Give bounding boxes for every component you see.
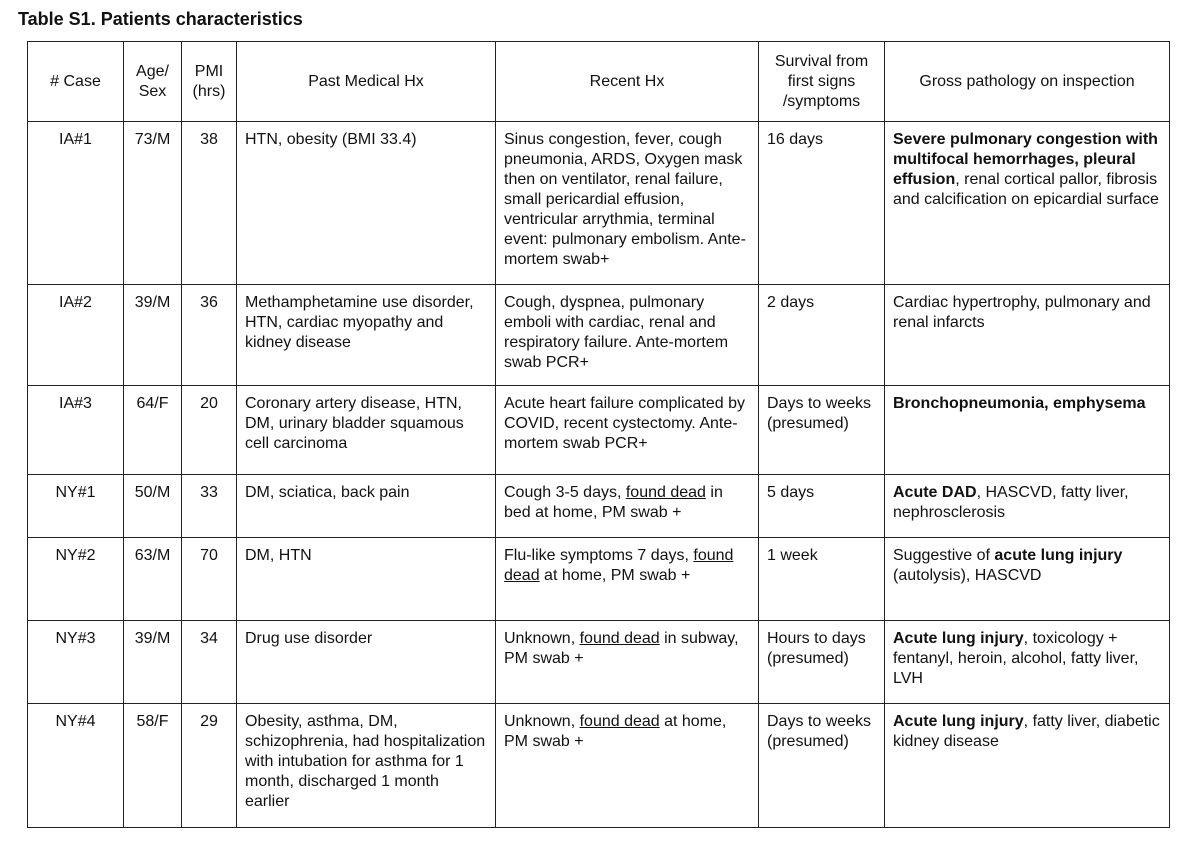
gross-pathology-cell: [885, 621, 1170, 704]
recent-hx-cell: [496, 538, 759, 621]
header-row: [28, 42, 1170, 122]
recent-segment: at home, PM swab +: [504, 713, 727, 750]
recent-segment: at home, PM swab +: [539, 567, 691, 584]
header-survival: [759, 42, 885, 122]
survival-cell: 1 week: [759, 538, 885, 621]
past-medical-cell: Drug use disorder: [237, 621, 496, 704]
pmi-cell: 34: [182, 621, 237, 704]
case-cell: NY#3: [28, 621, 124, 704]
recent-segment: in bed at home, PM swab +: [504, 484, 723, 521]
gross-segment: Severe pulmonary congestion with multifocal hemorrhages, pleural effusion: [893, 131, 1158, 188]
gross-segment: , fatty liver, diabetic kidney disease: [893, 713, 1160, 750]
recent-hx-cell: [496, 285, 759, 386]
age-sex-cell: 39/M: [124, 285, 182, 386]
past-medical-cell: Methamphetamine use disorder, HTN, cardiac myopathy and kidney disease: [237, 285, 496, 386]
recent-segment: found dead: [625, 484, 706, 501]
gross-segment: Acute lung injury: [893, 630, 1024, 647]
header-pmi-line2: (hrs): [192, 82, 226, 100]
survival-cell: Hours to days (presumed): [759, 621, 885, 704]
age-sex-cell: 64/F: [124, 386, 182, 475]
pmi-cell: 20: [182, 386, 237, 475]
age-sex-cell: 50/M: [124, 475, 182, 538]
header-age-line2: Sex: [138, 82, 167, 100]
gross-segment: (autolysis), HASCVD: [893, 567, 1042, 584]
header-pmh: Past Medical Hx: [237, 42, 496, 122]
recent-hx-cell: [496, 704, 759, 828]
gross-segment: Cardiac hypertrophy, pulmonary and renal infarcts: [893, 294, 1151, 331]
recent-hx-cell: [496, 122, 759, 285]
header-surv-line1: Survival from: [774, 52, 869, 70]
gross-pathology-cell: [885, 704, 1170, 828]
header-pmi-line1: PMI: [194, 62, 224, 80]
past-medical-cell: Coronary artery disease, HTN, DM, urinary bladder squamous cell carcinoma: [237, 386, 496, 475]
header-case: # Case: [28, 42, 124, 122]
gross-segment: Suggestive of: [893, 547, 995, 564]
case-cell: IA#2: [28, 285, 124, 386]
header-surv-line3: /symptoms: [782, 92, 861, 110]
survival-cell: Days to weeks (presumed): [759, 704, 885, 828]
table-row: [28, 538, 1170, 621]
gross-pathology-cell: [885, 285, 1170, 386]
gross-pathology-cell: [885, 386, 1170, 475]
gross-pathology-cell: [885, 538, 1170, 621]
pmi-cell: 33: [182, 475, 237, 538]
age-sex-cell: 39/M: [124, 621, 182, 704]
recent-segment: Cough 3-5 days,: [504, 484, 626, 501]
past-medical-cell: Obesity, asthma, DM, schizophrenia, had hospitalization with intubation for asthma for 1 month, discharged 1 month earlier: [237, 704, 496, 828]
recent-segment: Cough, dyspnea, pulmonary emboli with cardiac, renal and respiratory failure. Ante-mortem swab PCR+: [504, 294, 729, 371]
recent-segment: Unknown,: [504, 630, 580, 647]
pmi-cell: 38: [182, 122, 237, 285]
past-medical-cell: DM, sciatica, back pain: [237, 475, 496, 538]
survival-cell: 5 days: [759, 475, 885, 538]
patients-table: [27, 41, 1170, 828]
recent-segment: in subway, PM swab +: [504, 630, 739, 667]
header-gross: Gross pathology on inspection: [885, 42, 1170, 122]
gross-segment: , toxicology + fentanyl, heroin, alcohol, fatty liver, LVH: [893, 630, 1139, 687]
case-cell: NY#4: [28, 704, 124, 828]
survival-cell: Days to weeks (presumed): [759, 386, 885, 475]
age-sex-cell: 73/M: [124, 122, 182, 285]
recent-segment: found dead: [579, 630, 660, 647]
table-row: [28, 704, 1170, 828]
case-cell: IA#3: [28, 386, 124, 475]
table-row: [28, 122, 1170, 285]
case-cell: NY#2: [28, 538, 124, 621]
gross-segment: , renal cortical pallor, fibrosis and calcification on epicardial surface: [893, 171, 1159, 208]
recent-hx-cell: [496, 386, 759, 475]
survival-cell: 16 days: [759, 122, 885, 285]
age-sex-cell: 63/M: [124, 538, 182, 621]
recent-segment: Acute heart failure complicated by COVID, recent cystectomy. Ante-mortem swab PCR+: [504, 395, 746, 452]
table-body: [28, 122, 1170, 828]
recent-segment: Flu-like symptoms 7 days,: [504, 547, 694, 564]
header-age-line1: Age/: [136, 62, 169, 80]
case-cell: IA#1: [28, 122, 124, 285]
recent-hx-cell: [496, 621, 759, 704]
pmi-cell: 36: [182, 285, 237, 386]
table-row: [28, 285, 1170, 386]
header-surv-line2: first signs: [787, 72, 856, 90]
pmi-cell: 70: [182, 538, 237, 621]
recent-segment: found dead: [504, 547, 734, 584]
gross-segment: Bronchopneumonia, emphysema: [893, 395, 1146, 412]
recent-segment: Sinus congestion, fever, cough pneumonia, ARDS, Oxygen mask then on ventilator, renal failure, small pericardial effusion, ventricular arrythmia, terminal event: pulmonary embolism. Ante-mortem swab+: [504, 131, 746, 268]
age-sex-cell: 58/F: [124, 704, 182, 828]
table-title: Table S1. Patients characteristics: [18, 9, 303, 29]
gross-pathology-cell: [885, 475, 1170, 538]
gross-pathology-cell: [885, 122, 1170, 285]
table-row: [28, 386, 1170, 475]
table-row: [28, 621, 1170, 704]
header-age-sex: [124, 42, 182, 122]
header-pmi: [182, 42, 237, 122]
past-medical-cell: DM, HTN: [237, 538, 496, 621]
past-medical-cell: HTN, obesity (BMI 33.4): [237, 122, 496, 285]
gross-segment: Acute DAD: [893, 484, 977, 501]
survival-cell: 2 days: [759, 285, 885, 386]
header-recent: Recent Hx: [496, 42, 759, 122]
table-row: [28, 475, 1170, 538]
case-cell: NY#1: [28, 475, 124, 538]
gross-segment: Acute lung injury: [893, 713, 1024, 730]
recent-segment: Unknown,: [504, 713, 580, 730]
gross-segment: acute lung injury: [994, 547, 1123, 564]
recent-segment: found dead: [579, 713, 660, 730]
gross-segment: , HASCVD, fatty liver, nephrosclerosis: [893, 484, 1129, 521]
pmi-cell: 29: [182, 704, 237, 828]
recent-hx-cell: [496, 475, 759, 538]
